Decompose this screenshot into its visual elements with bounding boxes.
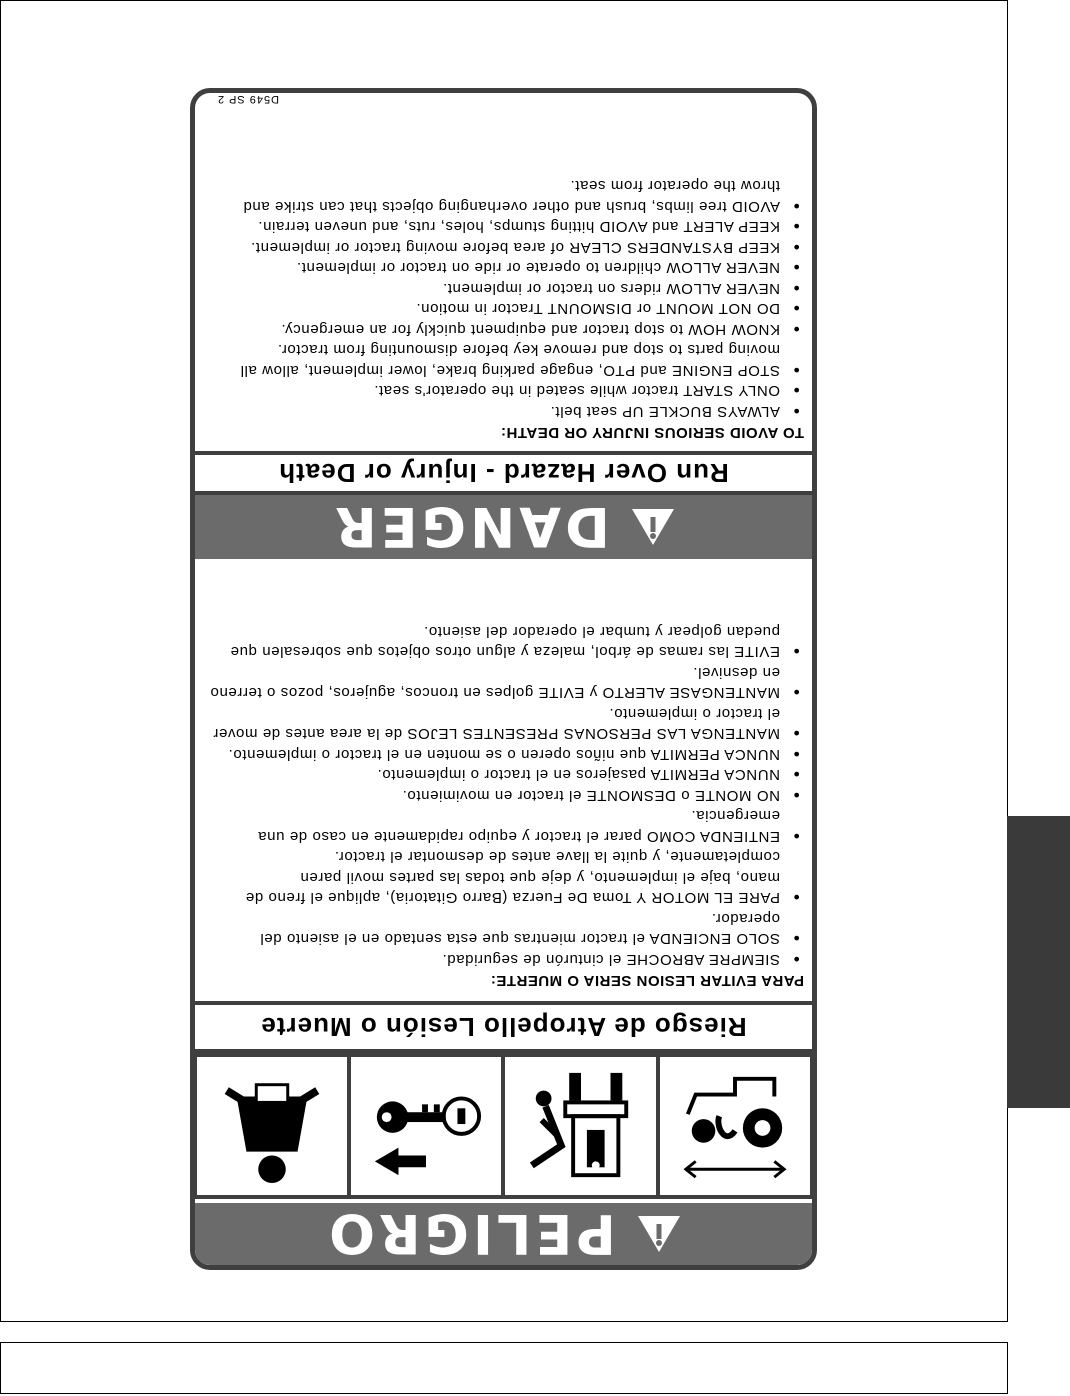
- warning-triangle-icon: [630, 507, 676, 547]
- rule-es-6: ● NUNCA PERMITA pasajeros en el tractor o implemento.: [201, 764, 804, 785]
- pictogram-row: [195, 1053, 812, 1199]
- decal-part-number: D549 SP 2: [217, 93, 280, 105]
- page-footer: [0, 1342, 1008, 1394]
- rule-en-6: ● NEVER ALLOW riders on tractor or implement.: [201, 278, 804, 299]
- english-safety-section: [195, 175, 812, 447]
- rule-es-1: ● SIEMPRE ABROCHE el cinturón de seguridad.: [201, 949, 804, 970]
- rule-en-3: ● STOP ENGINE and PTO, engage parking brake, lower implement, allow all moving parts to stop and remove key before dismounting from tractor.: [201, 339, 804, 380]
- rule-en-1: ● ALWAYS BUCKLE UP seat belt.: [201, 401, 804, 422]
- danger-header: [195, 495, 812, 559]
- danger-decal: [190, 88, 817, 1270]
- rule-en-8: ● KEEP BYSTANDERS CLEAR of area before moving tractor or implement.: [201, 237, 804, 258]
- spanish-rules-list: [201, 621, 804, 970]
- peligro-label: PELIGRO: [325, 1202, 616, 1266]
- run-over-panel: [658, 1053, 812, 1199]
- rule-en-7: ● NEVER ALLOW children to operate or ride on tractor or implement.: [201, 257, 804, 278]
- spanish-section-heading: PARA EVITAR LESION SERIA O MUERTE:: [490, 972, 804, 989]
- seat-belt-icon: [213, 1067, 331, 1185]
- english-section-heading: TO AVOID SERIOUS INJURY OR DEATH:: [500, 424, 804, 441]
- rule-es-5: ● NO MONTE o DESMONTE el tractor en movimiento.: [201, 785, 804, 806]
- spanish-safety-section: [195, 621, 812, 996]
- seat-belt-panel: [195, 1053, 349, 1199]
- rule-en-2: ● ONLY START tractor while seated in the operator's seat.: [201, 380, 804, 401]
- warning-triangle-icon: [636, 1214, 682, 1254]
- english-hazard-title: Run Over Hazard - Injury or Death: [195, 451, 812, 495]
- run-over-icon: [676, 1067, 794, 1185]
- operator-falling-icon: [522, 1067, 640, 1185]
- rule-es-10: ● EVITE las ramas de árbol, maleza y algun otros objetos que sobresalen que puedan golpear y tumbar el operador del asiento.: [201, 621, 804, 662]
- danger-label: DANGER: [331, 495, 610, 559]
- rule-es-3: ● PARE EL MOTOR Y Toma De Fuerza (Barro Gitatoria), aplique el freno de mano, baje el implemento, y deje que todas las partes movil paren completamente, y quite la llave antes de desmontar el tractor.: [201, 846, 804, 908]
- rule-en-4: ● KNOW HOW to stop tractor and equipment quickly for an emergency.: [201, 319, 804, 340]
- rule-en-9: ● KEEP ALERT and AVOID hitting stumps, holes, ruts, and uneven terrain.: [201, 216, 804, 237]
- key-removal-panel: [349, 1053, 503, 1199]
- rule-es-9: ● MANTENGASE ALERTO y EVITE golpes en troncos, agujeros, pozos o terreno en desnivel.: [201, 662, 804, 703]
- rule-en-5: ● DO NOT MOUNT or DISMOUNT Tractor in motion.: [201, 298, 804, 319]
- rule-es-8: ● MANTENGA LAS PERSONAS PRESENTES LEJOS de la area antes de mover el tractor o implemento.: [201, 703, 804, 744]
- english-rules-list: [201, 175, 804, 421]
- spanish-hazard-title: Riesgo de Atropello Lesión o Muerte: [195, 1001, 812, 1053]
- peligro-header: [195, 1203, 812, 1265]
- rule-en-10: ● AVOID tree limbs, brush and other overhanging objects that can strike and throw the operator from seat.: [201, 175, 804, 216]
- rule-es-7: ● NUNCA PERMITA que niños operen o se monten en el tractor o implemento.: [201, 744, 804, 765]
- rule-es-4: ● ENTIENDA COMO parar el tractor y equipo rapidamente en caso de una emergencia.: [201, 805, 804, 846]
- operator-falling-panel: [504, 1053, 658, 1199]
- section-side-tab: [1007, 816, 1070, 1108]
- key-removal-icon: [367, 1067, 485, 1185]
- rule-es-2: ● SOLO ENCIENDA el tractor mientras que esta sentado en el asiento del operador.: [201, 908, 804, 949]
